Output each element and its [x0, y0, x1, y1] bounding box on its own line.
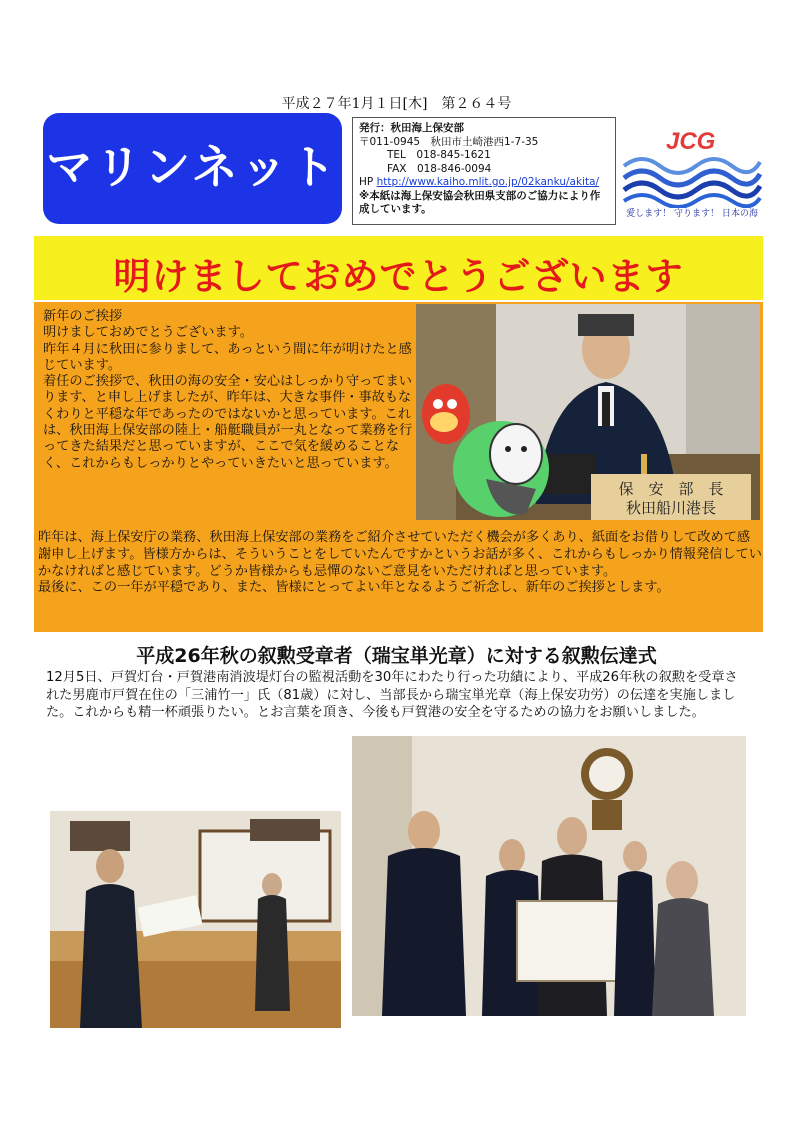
masthead-title: マリンネット — [46, 140, 339, 194]
jcg-logo — [622, 118, 762, 228]
publisher-address: 〒011-0945 秋田市土崎港西1-7-35 — [359, 135, 539, 148]
banner-text: 明けましておめでとうございます — [113, 255, 684, 298]
publisher-box — [352, 117, 616, 225]
masthead — [43, 113, 342, 224]
nameplate-line1: 保 安 部 長 — [618, 480, 724, 498]
greeting-paragraph: 明けましておめでとうございます。 — [43, 325, 253, 341]
greeting-paragraph: 着任のご挨拶で、秋田の海の安全・安心はしっかり守ってまいります、と申し上げましたが、昨年は、大きな事件・事故もなくわりと平穏な年であったのではないかと思っています。これは、秋田海上保安部の陸上・船艇職員が一丸となって業務を行ってきた結果だと思っていますが、ここで気を緩めることなく、これからもしっかりとやっていきたいと思っています。 — [43, 374, 413, 471]
article-headline: 平成26年秋の叙勲受章者（瑞宝単光章）に対する叙勲伝達式 — [136, 645, 657, 667]
nameplate-line2: 秋田船川港長 — [625, 499, 717, 517]
wave-icon — [622, 148, 762, 208]
chief-photo — [416, 304, 760, 520]
issue-date: 平成２７年1月１日[木] 第２６４号 — [281, 96, 512, 112]
hp-label: HP — [359, 176, 374, 188]
publisher-hp — [359, 176, 609, 190]
greeting-paragraph: 最後に、この一年が平穏であり、また、皆様にとってよい年となるようご祈念し、新年のご挨拶とします。 — [38, 580, 670, 596]
greeting-paragraph: 昨年４月に秋田に参りまして、あっという間に年が明けたと感じています。 — [43, 341, 412, 373]
ceremony-photo — [50, 811, 341, 1028]
logo-text: JCG — [666, 128, 716, 155]
hp-link[interactable]: http://www.kaiho.mlit.go.jp/02kanku/akita/ — [376, 176, 600, 188]
publisher-tel: TEL 018-845-1621 — [387, 149, 491, 161]
new-year-banner — [34, 236, 763, 300]
greeting-text — [43, 309, 418, 472]
greeting-heading: 新年のご挨拶 — [43, 309, 123, 324]
publisher-fax: FAX 018-846-0094 — [387, 162, 492, 175]
publisher-note: ※本紙は海上保安協会秋田県支部のご協力により作成しています。 — [359, 189, 601, 215]
article-body: 12月5日、戸賀灯台・戸賀港南消波堤灯台の監視活動を30年にわたり行った功績により、平成26年秋の叙勲を受章された男鹿市戸賀在住の「三浦竹一」氏（81歳）に対し、当部長から瑞宝単光章（海上保安功労）の伝達を実施しました。これからも精一杯頑張りたい。とお言葉を頂き、今後も戸賀港の安全を守るための協力をお願いしました。 — [46, 670, 738, 720]
logo-tagline: 愛します！ 守ります！ 日本の海 — [626, 209, 758, 219]
publisher-issuer: 発行：秋田海上保安部 — [359, 122, 464, 134]
greeting-text-wide — [38, 530, 762, 597]
greeting-paragraph: 昨年は、海上保安庁の業務、秋田海上保安部の業務をご紹介させていただく機会が多くあり、紙面をお借りして改めて感謝申し上げます。皆様方からは、そういうことをしていたんですかというお話が多く、これからもしっかり情報発信していかなければと感じています。どうか皆様からも忌憚のないご意見をいただければと思っています。 — [38, 530, 762, 579]
group-photo — [352, 736, 746, 1016]
